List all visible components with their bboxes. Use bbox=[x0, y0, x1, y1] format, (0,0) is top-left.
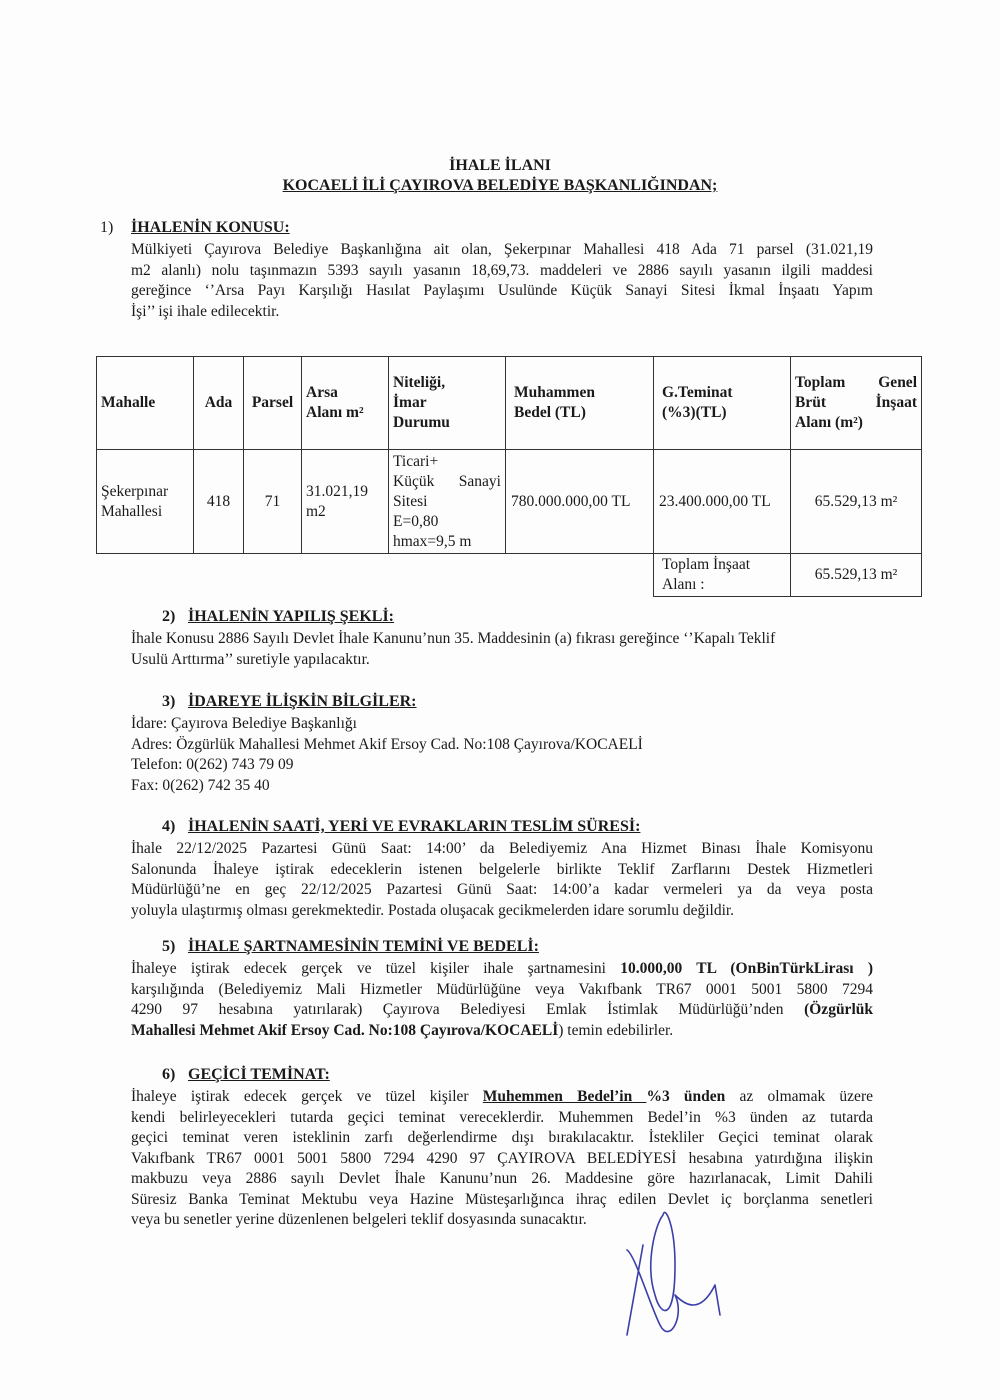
table-header-row bbox=[97, 357, 922, 450]
section-4-body: İhale 22/12/2025 Pazartesi Günü Saat: 14:00’ da Belediyemiz Ana Hizmet Binası İhale Komisyonu Salonunda İhaleye iştirak edeceklerin istenen belgelerle birlikte Teklif Zarflarını Destek Hizmetleri Müdürlüğü’ne en geç 22/12/2025 Pazartesi Günü Saat: 14:00’a kadar vermeleri ya da veya posta yoluyla ulaştırmış olması gerekmektedir. Postada oluşacak gecikmelerden idare sorumlu değildir. bbox=[131, 840, 873, 919]
section-6-body: İhaleye iştirak edecek gerçek ve tüzel kişiler Muhemmen Bedel’in %3 ünden az olmamak üzere kendi belirleyecekleri tutarda geçici teminat vereceklerdir. Muhemmen Bedel’in %3 ünden az tutarda geçici teminat veren isteklinin zarfı değerlendirme dışı bırakılacaktır. İstekliler Geçici teminat olarak Vakıfbank TR67 0001 5001 5800 7294 4290 97 ÇAYIROVA BELEDİYESİ hesabına yatırdığına ilişkin makbuzu veya 2886 sayılı Devlet İhale Kanunu’nun 26. Maddesine göre hazırlanacak, Limit Dahili Süresiz Banka Teminat Mektubu veya Hazine Müsteşarlığınca ihraç edilen Devlet iç borçlanma senetleri veya bu senetler yerine düzenlenen belgeleri teklif dosyasında sunacaktır. bbox=[131, 1088, 873, 1228]
section-6-heading: GEÇİCİ TEMİNAT: bbox=[188, 1066, 330, 1083]
header-nitelik: Niteliği, İmar Durumu bbox=[389, 357, 506, 450]
section-1-line: m2 alanlı) nolu taşınmazın 5393 sayılı yasanın 18,69,73. maddeleri ve 2886 sayılı yasanın ilgili maddesi bbox=[131, 261, 873, 279]
telefon-line: Telefon: 0(262) 743 79 09 bbox=[131, 756, 294, 773]
cell-arsa-alani: 31.021,19 m2 bbox=[302, 450, 389, 554]
cell-toplam-alan: 65.529,13 m² bbox=[791, 450, 922, 554]
document-subtitle: KOCAELİ İLİ ÇAYIROVA BELEDİYE BAŞKANLIĞINDAN; bbox=[282, 177, 718, 194]
cell-teminat: 23.400.000,00 TL bbox=[654, 450, 791, 554]
header-toplam-alan: Toplam Genel Brüt İnşaat Alanı (m²) bbox=[791, 357, 922, 450]
section-5-heading: İHALE ŞARTNAMESİNİN TEMİNİ VE BEDELİ: bbox=[188, 938, 539, 955]
section-1-heading: İHALENİN KONUSU: bbox=[131, 219, 290, 236]
fax-line: Fax: 0(262) 742 35 40 bbox=[131, 776, 270, 794]
cell-nitelik: Ticari+ Küçük Sanayi Sitesi E=0,80 hmax=9,5 m bbox=[389, 450, 506, 554]
header-arsa-alani: Arsa Alanı m² bbox=[302, 357, 389, 450]
idare-line: İdare: Çayırova Belediye Başkanlığı bbox=[131, 715, 357, 732]
cell-muhammen: 780.000.000,00 TL bbox=[506, 450, 654, 554]
header-parsel: Parsel bbox=[244, 357, 302, 450]
table-total-row bbox=[97, 554, 922, 597]
section-1-body bbox=[131, 240, 873, 322]
section-4-number: 4) bbox=[162, 818, 176, 835]
total-label: Toplam İnşaat Alanı : bbox=[654, 554, 791, 597]
total-value: 65.529,13 m² bbox=[791, 554, 922, 597]
cell-mahalle: Şekerpınar Mahallesi bbox=[97, 450, 194, 554]
header-ada: Ada bbox=[194, 357, 244, 450]
section-1-line: İşi’’ işi ihale edilecektir. bbox=[131, 302, 280, 320]
sartname-fee: 10.000,00 TL (OnBinTürkLirası ) bbox=[620, 960, 873, 977]
section-2-body: İhale Konusu 2886 Sayılı Devlet İhale Kanunu’nun 35. Maddesinin (a) fıkrası gereğince ‘’Kapalı Teklif Usulü Arttırma’’ suretiyle yapılacaktır. bbox=[131, 630, 776, 668]
section-1-number: 1) bbox=[100, 219, 114, 236]
header-muhammen: Muhammen Bedel (TL) bbox=[506, 357, 654, 450]
section-4-heading: İHALENİN SAATİ, YERİ VE EVRAKLARIN TESLİM SÜRESİ: bbox=[188, 818, 641, 835]
section-1-line: Mülkiyeti Çayırova Belediye Başkanlığına ait olan, Şekerpınar Mahallesi 418 Ada 71 parsel (31.021,19 bbox=[131, 241, 873, 258]
adres-line: Adres: Özgürlük Mahallesi Mehmet Akif Ersoy Cad. No:108 Çayırova/KOCAELİ bbox=[131, 735, 643, 753]
header-teminat: G.Teminat (%3)(TL) bbox=[654, 357, 791, 450]
section-6-number: 6) bbox=[162, 1066, 176, 1083]
section-1-line: gereğince ‘’Arsa Payı Karşılığı Hasılat Paylaşımı Usulünde Küçük Sanayi Sitesi İkmal İnşaatı Yapım bbox=[131, 282, 873, 299]
table-row bbox=[97, 450, 922, 554]
document-title: İHALE İLANI bbox=[449, 157, 551, 174]
cell-ada: 418 bbox=[194, 450, 244, 554]
cell-parsel: 71 bbox=[244, 450, 302, 554]
signature-icon bbox=[615, 1205, 745, 1365]
section-3-number: 3) bbox=[162, 693, 176, 710]
section-3-heading: İDAREYE İLİŞKİN BİLGİLER: bbox=[188, 693, 417, 710]
section-3-body bbox=[131, 714, 873, 796]
section-2-number: 2) bbox=[162, 608, 176, 625]
section-5-body: İhaleye iştirak edecek gerçek ve tüzel kişiler ihale şartnamesini 10.000,00 TL (OnBinTürkLirası ) karşılığında (Belediyemiz Mali Hizmetler Müdürlüğüne veya Vakıfbank TR67 0001 5001 5800 7294 4290 97 hesabına yatırılarak) Çayırova Belediyesi Emlak İstimlak Müdürlüğü’nden (Özgürlük Mahallesi Mehmet Akif Ersoy Cad. No:108 Çayırova/KOCAELİ) temin edebilirler. bbox=[131, 960, 873, 1039]
tender-table bbox=[96, 356, 922, 597]
header-mahalle: Mahalle bbox=[97, 357, 194, 450]
section-2-heading: İHALENİN YAPILIŞ ŞEKLİ: bbox=[188, 608, 394, 625]
section-5-number: 5) bbox=[162, 938, 176, 955]
